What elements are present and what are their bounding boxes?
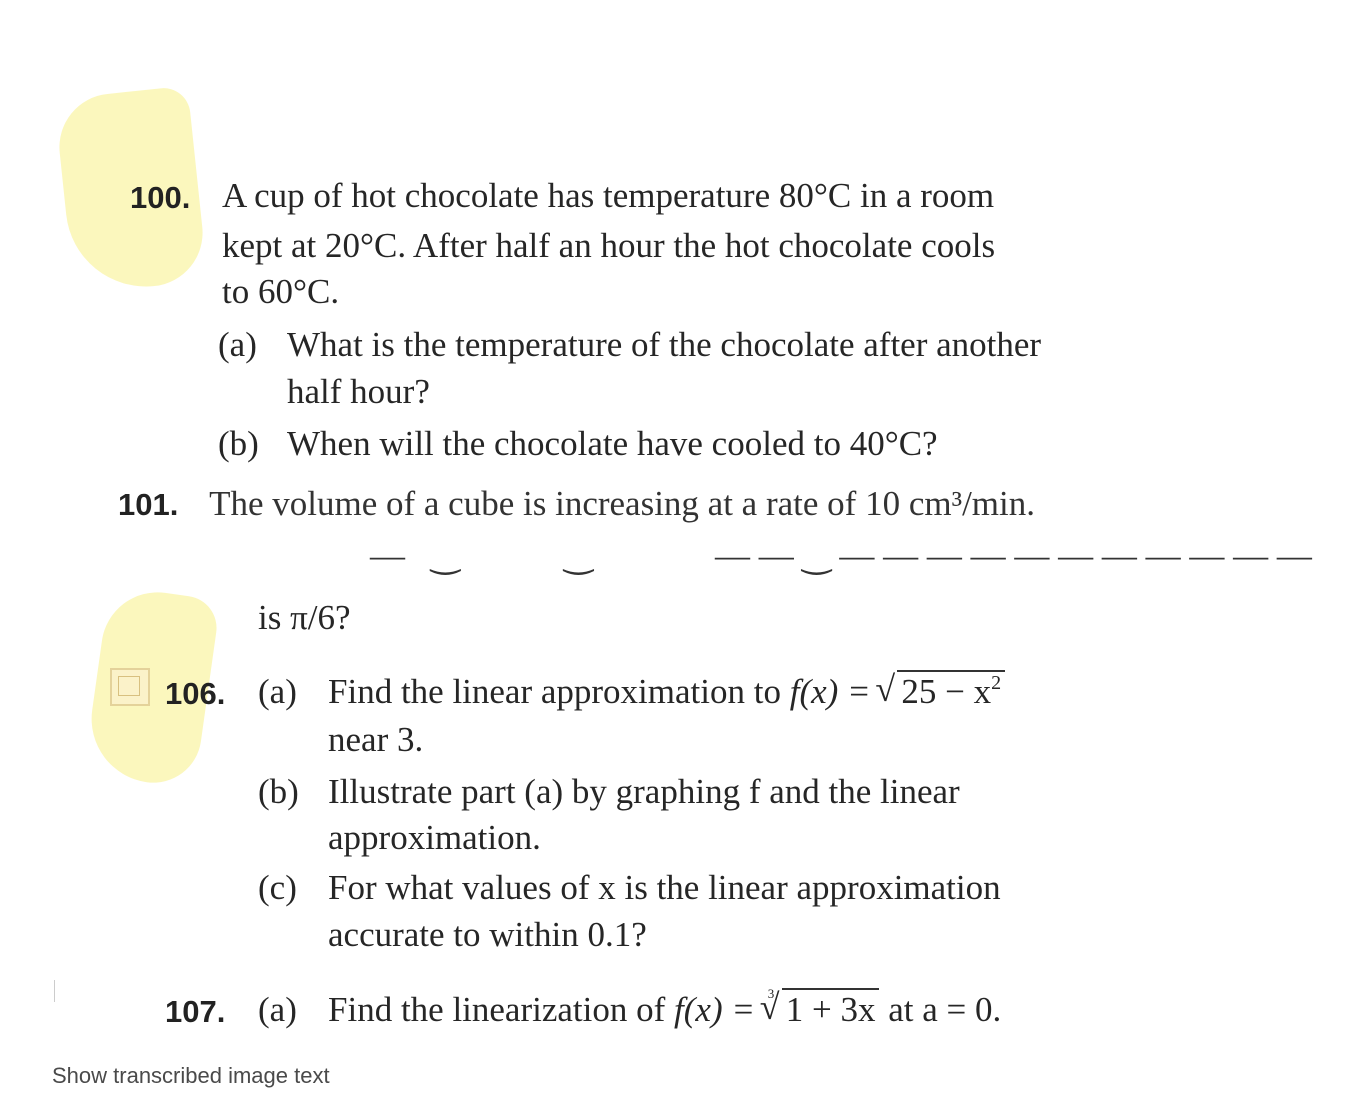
- part-text-intro: Find the linear approximation to: [328, 672, 781, 711]
- problem-number: 100.: [130, 180, 191, 215]
- part-label: (a): [258, 990, 297, 1029]
- part-label: (a): [258, 672, 297, 711]
- part-text: approximation.: [328, 818, 541, 857]
- part-label: (c): [258, 868, 297, 907]
- part-text: Illustrate part (a) by graphing f and the linear: [328, 772, 960, 811]
- part-text: What is the temperature of the chocolate after another: [287, 325, 1042, 364]
- scan-edge-mark: [54, 980, 55, 1002]
- part-text: near 3.: [328, 720, 424, 759]
- bookmark-icon: [110, 668, 150, 706]
- radicand-text: 25 − x: [901, 672, 992, 711]
- root-index: √ 3: [767, 986, 775, 1001]
- part-text: For what values of x is the linear approximation: [328, 868, 1001, 907]
- part-label: (b): [218, 424, 259, 463]
- function-expression: f(x) =: [789, 672, 880, 711]
- problem-text: is π/6?: [258, 598, 351, 637]
- problem-text: The volume of a cube is increasing at a rate of 10 cm³/min.: [209, 484, 1035, 523]
- square-root: [879, 672, 1005, 712]
- problem-number: 106.: [165, 676, 226, 711]
- problem-text: to 60°C.: [222, 272, 340, 311]
- clipped-problem-line: [118, 484, 1208, 524]
- part-text-outro: at a = 0.: [888, 990, 1002, 1029]
- part-label: (a): [218, 325, 257, 364]
- clipped-problem-line: — ‿ ‿ — — ‿ — — — — — — — — — — —: [370, 536, 1312, 575]
- part-label: (b): [258, 772, 299, 811]
- exponent: 2: [991, 672, 1002, 694]
- part-text: [328, 672, 1005, 712]
- part-text: [328, 986, 1002, 1030]
- part-text: accurate to within 0.1?: [328, 915, 647, 954]
- part-text: When will the chocolate have cooled to 40°C?: [287, 424, 938, 463]
- problem-number: 107.: [165, 994, 226, 1029]
- part-text: half hour?: [287, 372, 430, 411]
- problem-number: 101.: [118, 487, 179, 522]
- part-text-intro: Find the linearization of: [328, 990, 666, 1029]
- cube-root: [764, 986, 880, 1030]
- function-expression: f(x) =: [674, 990, 764, 1029]
- problem-text: A cup of hot chocolate has temperature 80°C in a room: [222, 176, 995, 215]
- problem-text: kept at 20°C. After half an hour the hot chocolate cools: [222, 226, 996, 265]
- show-transcribed-text-link[interactable]: Show transcribed image text: [52, 1063, 330, 1088]
- radicand-text: 1 + 3x: [782, 988, 880, 1029]
